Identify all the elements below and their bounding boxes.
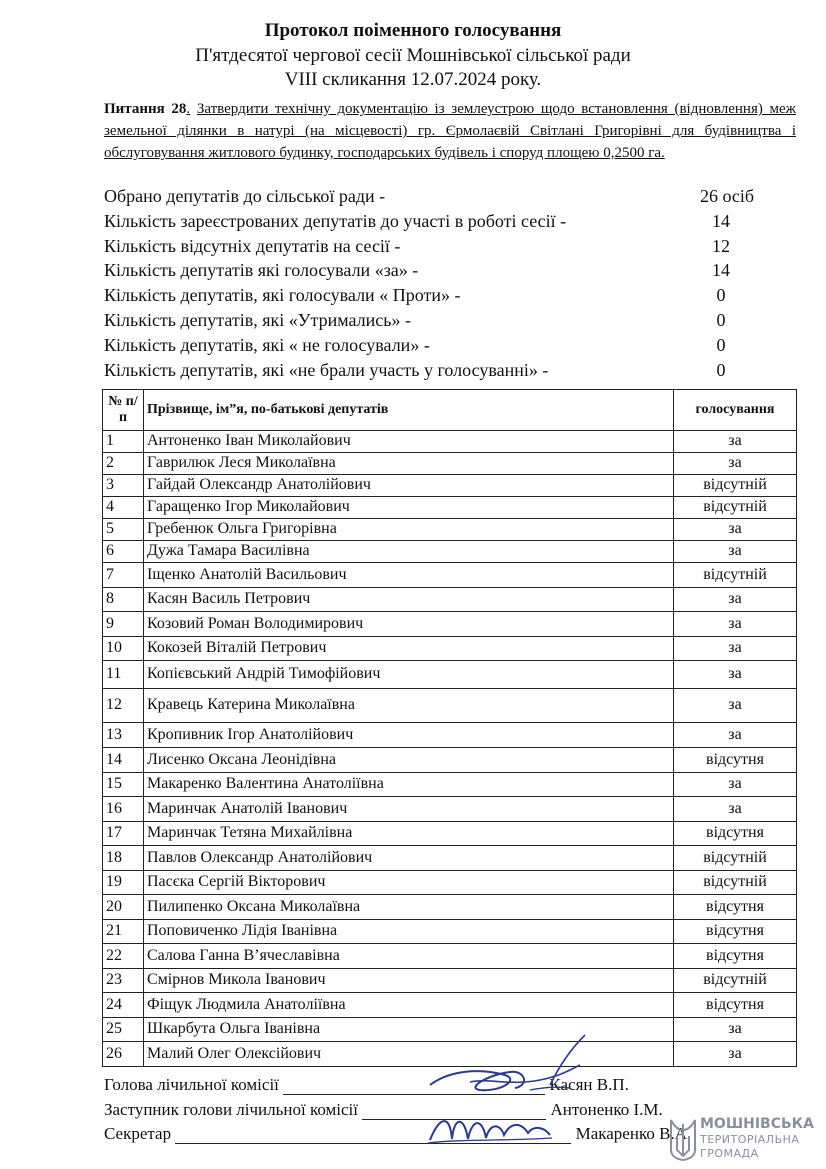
cell-vote: відсутня (674, 944, 797, 969)
cell-vote: за (674, 1042, 797, 1067)
stat-label: Кількість депутатів, які «не брали участь у голосуванні» - (104, 359, 549, 380)
cell-num: 10 (103, 636, 144, 661)
stat-value: 0 (716, 359, 726, 380)
cell-num: 16 (103, 797, 144, 822)
cell-vote: за (674, 772, 797, 797)
cell-vote: відсутній (674, 870, 797, 895)
cell-num: 24 (103, 993, 144, 1018)
cell-name: Касян Василь Петрович (144, 587, 674, 612)
cell-vote: за (674, 453, 797, 475)
cell-name: Гребенюк Ольга Григорівна (144, 519, 674, 541)
signature-line-secretary (104, 1124, 691, 1144)
cell-name: Шкарбута Ольга Іванівна (144, 1017, 674, 1042)
table-row (103, 723, 797, 748)
cell-num: 1 (103, 431, 144, 453)
cell-num: 17 (103, 821, 144, 846)
table-row (103, 612, 797, 637)
document-title: Протокол поіменного голосування (264, 20, 562, 41)
stats-list (104, 184, 796, 382)
cell-name: Гаврилюк Леся Миколаївна (144, 453, 674, 475)
cell-name: Пилипенко Оксана Миколаївна (144, 895, 674, 920)
cell-num: 26 (103, 1042, 144, 1067)
header-name: Прізвище, ім”я, по-батькові депутатів (144, 390, 674, 431)
cell-vote: за (674, 587, 797, 612)
stat-value: 14 (712, 260, 730, 281)
cell-name: Кокозей Віталій Петрович (144, 636, 674, 661)
trident-icon (668, 1116, 698, 1162)
stat-value: 0 (716, 309, 726, 330)
table-row (103, 846, 797, 871)
cell-vote: відсутній (674, 563, 797, 588)
cell-name: Копієвський Андрій Тимофійович (144, 661, 674, 689)
cell-vote: відсутній (674, 475, 797, 497)
cell-vote: за (674, 1017, 797, 1042)
cell-vote: відсутня (674, 748, 797, 773)
convocation-date: VIII скликання 12.07.2024 року. (284, 69, 542, 90)
cell-num: 12 (103, 689, 144, 723)
cell-name: Павлов Олександр Анатолійович (144, 846, 674, 871)
table-row (103, 453, 797, 475)
signature-name: Касян В.П. (549, 1075, 629, 1094)
table-row (103, 870, 797, 895)
stat-value: 0 (716, 334, 726, 355)
signature-role: Секретар (104, 1124, 172, 1143)
logo-line-1: МОШНІВСЬКА (700, 1116, 814, 1132)
stat-label: Кількість відсутніх депутатів на сесії - (104, 235, 401, 256)
stat-label: Кількість депутатів, які «Утримались» - (104, 309, 411, 330)
table-row (103, 919, 797, 944)
cell-name: Іщенко Анатолій Васильович (144, 563, 674, 588)
cell-vote: за (674, 431, 797, 453)
cell-vote: відсутній (674, 968, 797, 993)
cell-name: Поповиченко Лідія Іванівна (144, 919, 674, 944)
cell-vote: відсутня (674, 919, 797, 944)
stat-label: Кількість депутатів, які голосували « Проти» - (104, 285, 461, 306)
cell-num: 18 (103, 846, 144, 871)
votes-table (102, 389, 797, 1067)
logo-line-3: ГРОМАДА (700, 1147, 759, 1160)
cell-num: 3 (103, 475, 144, 497)
cell-num: 20 (103, 895, 144, 920)
cell-vote: відсутня (674, 895, 797, 920)
table-row (103, 519, 797, 541)
handwritten-signature-chair (410, 1030, 610, 1105)
stat-against (104, 283, 796, 308)
stat-value: 0 (716, 285, 726, 306)
header-vote: голосування (674, 390, 797, 431)
stat-value: 14 (712, 210, 730, 231)
cell-name: Маринчак Анатолій Іванович (144, 797, 674, 822)
cell-num: 4 (103, 497, 144, 519)
stat-label: Кількість депутатів які голосували «за» - (104, 260, 419, 281)
table-row (103, 587, 797, 612)
header-num: № п/п (103, 390, 144, 431)
table-row (103, 748, 797, 773)
signature-role: Заступник голови лічильної комісії (104, 1100, 359, 1119)
table-row (103, 993, 797, 1018)
table-row (103, 895, 797, 920)
cell-name: Макаренко Валентина Анатоліївна (144, 772, 674, 797)
cell-name: Пасєка Сергій Вікторович (144, 870, 674, 895)
cell-vote: відсутня (674, 993, 797, 1018)
stat-elected (104, 184, 796, 209)
cell-name: Салова Ганна В’ячеславівна (144, 944, 674, 969)
cell-vote: за (674, 612, 797, 637)
stat-value: 12 (712, 235, 730, 256)
cell-num: 2 (103, 453, 144, 475)
table-row (103, 431, 797, 453)
cell-num: 22 (103, 944, 144, 969)
table-header-row (103, 390, 797, 431)
cell-name: Малий Олег Олексійович (144, 1042, 674, 1067)
cell-num: 19 (103, 870, 144, 895)
cell-name: Кравець Катерина Миколаївна (144, 689, 674, 723)
cell-vote: відсутня (674, 821, 797, 846)
cell-name: Маринчак Тетяна Михайлівна (144, 821, 674, 846)
cell-name: Антоненко Іван Миколайович (144, 431, 674, 453)
session-title: П'ятдесятої чергової сесії Мошнівської сільської ради (195, 45, 631, 66)
table-row (103, 661, 797, 689)
stat-not-participated (104, 358, 796, 383)
cell-vote: відсутній (674, 497, 797, 519)
table-row (103, 563, 797, 588)
table-row (103, 797, 797, 822)
cell-num: 7 (103, 563, 144, 588)
cell-name: Гайдай Олександр Анатолійович (144, 475, 674, 497)
cell-num: 13 (103, 723, 144, 748)
cell-vote: за (674, 723, 797, 748)
cell-vote: за (674, 661, 797, 689)
cell-vote: за (674, 541, 797, 563)
votes-table-body (103, 431, 797, 1067)
stat-value: 26 осіб (699, 186, 755, 206)
cell-num: 11 (103, 661, 144, 689)
cell-vote: за (674, 519, 797, 541)
cell-num: 5 (103, 519, 144, 541)
stat-for (104, 258, 796, 283)
cell-num: 9 (103, 612, 144, 637)
stat-not-voted (104, 333, 796, 358)
cell-name: Дужа Тамара Василівна (144, 541, 674, 563)
cell-name: Фіщук Людмила Анатоліївна (144, 993, 674, 1018)
table-row (103, 497, 797, 519)
table-row (103, 944, 797, 969)
cell-num: 15 (103, 772, 144, 797)
table-row (103, 475, 797, 497)
question-block: Питання 28. Затвердити технічну документацію із землеустрою щодо встановлення (відновлення) меж земельної ділянки в натурі (на місцевості) гр. Єрмолаєвій Світлані Григорівні для будівництва і обслуговування житлового будинку, господарських будівель і споруд площею 0,2500 га. (104, 101, 797, 161)
cell-name: Козовий Роман Володимирович (144, 612, 674, 637)
handwritten-signature-secretary (420, 1105, 560, 1150)
stat-label: Кількість зареєстрованих депутатів до участі в роботі сесії - (104, 210, 567, 231)
cell-num: 8 (103, 587, 144, 612)
table-row (103, 821, 797, 846)
signature-name: Макаренко В.А. (575, 1124, 692, 1143)
logo-line-2: ТЕРИТОРІАЛЬНА (700, 1133, 800, 1146)
table-row (103, 968, 797, 993)
table-row (103, 689, 797, 723)
signature-role: Голова лічильної комісії (104, 1075, 279, 1094)
stat-abstained (104, 308, 796, 333)
cell-num: 14 (103, 748, 144, 773)
cell-vote: за (674, 689, 797, 723)
cell-name: Лисенко Оксана Леонідівна (144, 748, 674, 773)
question-number: Питання 28 (104, 101, 187, 117)
table-row (103, 541, 797, 563)
cell-vote: відсутній (674, 846, 797, 871)
stat-absent (104, 234, 796, 259)
table-row (103, 636, 797, 661)
cell-num: 6 (103, 541, 144, 563)
cell-num: 21 (103, 919, 144, 944)
cell-vote: за (674, 636, 797, 661)
signature-name: Антоненко І.М. (550, 1100, 663, 1119)
cell-name: Гаращенко Ігор Миколайович (144, 497, 674, 519)
stat-label: Обрано депутатів до сільської ради - (104, 186, 386, 206)
table-row (103, 772, 797, 797)
cell-name: Кропивник Ігор Анатолійович (144, 723, 674, 748)
question-text: Затвердити технічну документацію із землеустрою щодо встановлення (відновлення) меж земельної ділянки в натурі (на місцевості) гр. Єрмолаєвій Світлані Григорівні для будівництва і обслуговування житлового будинку, господарських будівель і споруд площею 0,2500 га. (104, 101, 797, 161)
cell-num: 23 (103, 968, 144, 993)
stat-label: Кількість депутатів, які « не голосували» - (104, 334, 430, 355)
cell-vote: за (674, 797, 797, 822)
community-logo (668, 1114, 818, 1164)
cell-num: 25 (103, 1017, 144, 1042)
cell-name: Смірнов Микола Іванович (144, 968, 674, 993)
stat-registered (104, 209, 796, 234)
